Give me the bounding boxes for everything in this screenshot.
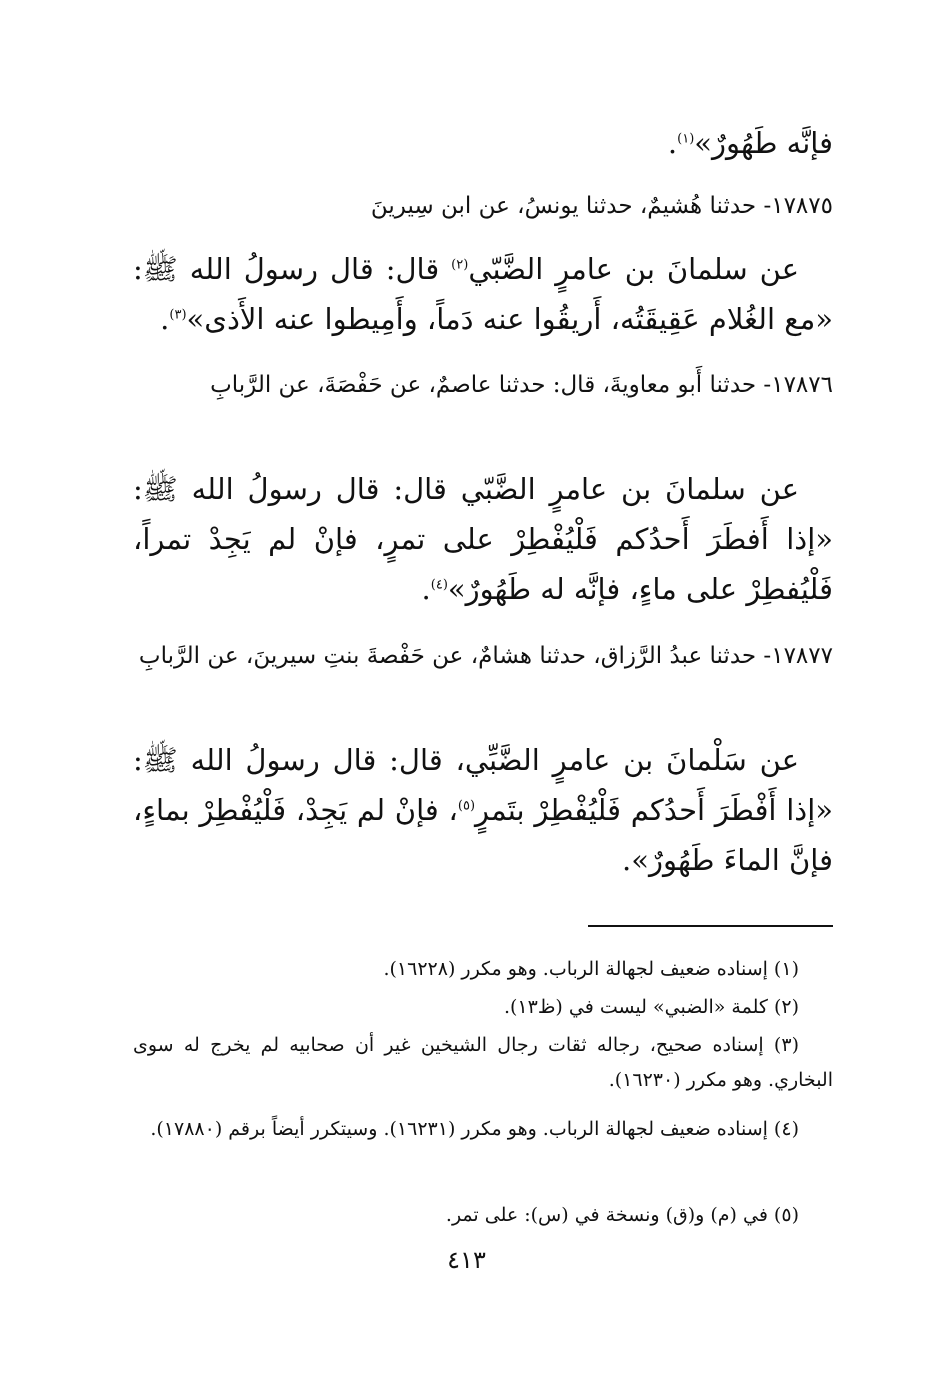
matn-text: عن سَلْمانَ بن عامرٍ الضَّبِّي، قال: قال رسولُ الله ﷺ: «إذا أَفْطَرَ أَحدُكم فَلْيُفْطِرْ بتَمرٍ <box>133 743 833 827</box>
hadith-17877-isnad: ١٧٨٧٧- حدثنا عبدُ الرَّزاق، حدثنا هشامٌ، عن حَفْصةَ بنتِ سيرينَ، عن الرَّبابِ <box>138 643 833 669</box>
footnote-ref-5: (٥) <box>457 798 476 814</box>
punctuation: . <box>667 126 678 160</box>
hadith-17876-isnad: ١٧٨٧٦- حدثنا أَبو معاويةَ، قال: حدثنا عاصمٌ، عن حَفْصَةَ، عن الرَّبابِ <box>210 372 833 398</box>
punctuation: . <box>622 843 632 877</box>
hadith-17876-matn <box>133 464 833 614</box>
matn-text: ، فإنْ لم يَجِدْ، فَلْيُفْطِرْ بماءٍ، فإنَّ الماءَ طَهُورٌ» <box>133 793 833 877</box>
hadith-17875-isnad: ١٧٨٧٥- حدثنا هُشيمٌ، حدثنا يونسُ، عن ابن سِيرينَ <box>370 193 833 219</box>
footnote-ref-2: (٢) <box>451 257 469 273</box>
footnote-2: (٢) كلمة «الضبي» ليست في (ظ١٣). <box>503 996 799 1018</box>
page-number: ٤١٣ <box>447 1246 486 1274</box>
footnote-separator <box>588 925 833 927</box>
footnote-ref-4: (٤) <box>430 577 448 593</box>
matn-text: قال: قال رسولُ الله ﷺ: «مع الغُلام عَقِيقَتُه، أَريقُوا عنه دَماً، وأَمِيطوا عنه الأَذى» <box>133 252 833 336</box>
footnote-4: (٤) إسناده ضعيف لجهالة الرباب. وهو مكرر (١٦٢٣١). وسيتكرر أيضاً برقم (١٧٨٨٠). <box>150 1118 799 1140</box>
footnote-ref-3: (٣) <box>169 307 187 323</box>
hadith-17875-matn <box>133 244 833 344</box>
footnote-1: (١) إسناده ضعيف لجهالة الرباب. وهو مكرر (١٦٢٢٨). <box>383 958 799 980</box>
footnote-ref-1: (١) <box>677 131 695 147</box>
footnote-5: (٥) في (م) و(ق) ونسخة في (س): على تمر. <box>445 1204 799 1226</box>
punctuation: . <box>421 572 431 606</box>
hadith-17877-matn <box>133 735 833 885</box>
matn-text: عن سلمانَ بن عامرٍ الضَّبّي <box>468 252 799 286</box>
matn-text: فإنَّه طَهُورٌ» <box>694 126 833 160</box>
matn-text: عن سلمانَ بن عامرٍ الضَّبّي قال: قال رسولُ الله ﷺ: «إذا أَفطَرَ أَحدُكم فَلْيُفْطِرْ على تمرٍ، فإنْ لم يَجِدْ تمراً، فَلْيُفطِرْ على ماءٍ، فإنَّه له طَهُورٌ» <box>133 472 833 606</box>
punctuation: . <box>160 302 170 336</box>
footnote-3: (٣) إسناده صحيح، رجاله ثقات رجال الشيخين غير أن صحابيه لم يخرج له سوى البخاري. وهو مكرر (١٦٢٣٠). <box>133 1034 833 1091</box>
hadith-17874-ending <box>133 118 833 168</box>
